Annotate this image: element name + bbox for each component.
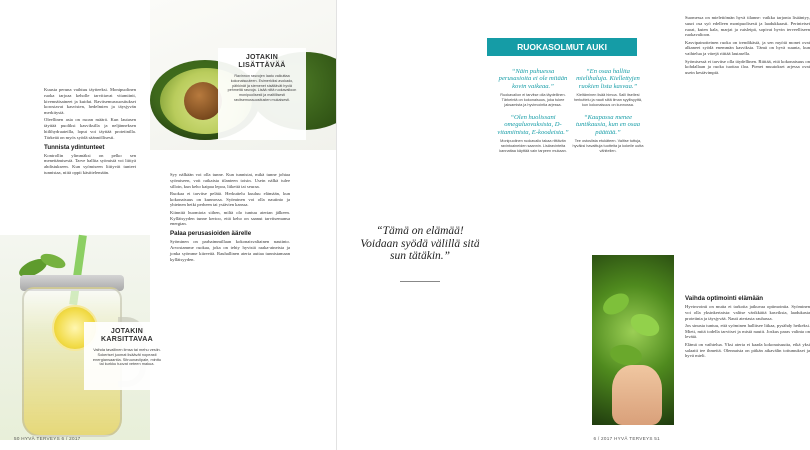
paragraph: Kasvipainotteinen ruoka on trendikästä, ja sen myötä monet ovat alkaneet syödä enemmän kasviksia. Tämä on hyvä suunta, kun vaihtelua ja värejä riittää lautasella. bbox=[685, 39, 810, 57]
jar-box-text: Vaihda tavallinen limsa tai mehu vesiin. Sokeriset juomat lisäävät nopeasti energiansaantia. Sitruunaviipale, minttu tai kurkku tuovat veteen makua. bbox=[92, 347, 162, 367]
herb-hand-photo bbox=[592, 255, 674, 425]
paragraph: Syöminen on parhaimmillaan kokonaisvaltainen nautinto. Arvostamme ruokaa, joka on tehty hyvistä raaka-aineista ja jonka syömme kiireettä. Rauhallinen ateria auttaa tunnistamaan kylläisyyden. bbox=[170, 239, 290, 262]
jar-box-title-1: JOTAKIN bbox=[110, 328, 144, 335]
folio-left: 50 HYVÄ TERVEYS 6 / 2017 bbox=[14, 436, 81, 441]
right-column-2 bbox=[685, 292, 810, 361]
sidebar-text: Kieltäminen lisää himoa. Salli itsellesi herkuttelu ja nauti siitä ilman syyllisyyttä, kun kokonaisuus on kunnossa. bbox=[573, 93, 643, 108]
sidebar-column-b bbox=[572, 68, 644, 160]
paragraph: Suomessa on mielettömän hyvä tilanne: vaikka tarjonta lisääntyy, suuri osa syö edelleen monipuolisesti ja laadukkaasti. Perinteiset ruoat, kuten kala, marjat ja ruisleipä, sopivat hyvin terveelliseen ruokavalioon. bbox=[685, 15, 810, 38]
sidebar-text: Ruokavalion ei tarvitse olla täydellinen. Tärkeintä on kokonaisuus, joka tukee jaksamista ja hyvinvointia arjessa. bbox=[500, 93, 566, 108]
paragraph: Kiinnitä huomiota siihen, miltä olo tuntuu aterian jälkeen. Kylläisyyden tunne kertoo, että keho on saanut tarvitsemansa energian. bbox=[170, 209, 290, 227]
paragraph: Jos sinusta tuntuu, että syöminen hallitsee liikaa, pysähdy hetkeksi. Mieti, mitä todella tarvitset ja mistä nautit. Joskus paras valinta on levätä. bbox=[685, 322, 810, 340]
herb-leaf-shape bbox=[599, 289, 632, 319]
left-page bbox=[0, 0, 337, 450]
lead-paragraph: Kuusta peruna vaihtuu täytteeksi. Monipuolinen ruoka tarjoaa keholle tarvittavat vitamiinit, kivennäisaineet ja kuidut. Ravitsemussuositukset korostavat kasvisten, hedelmien ja täysjyvän merkitystä. bbox=[44, 87, 136, 116]
avocado-box-title-1: JOTAKIN bbox=[245, 54, 279, 61]
paragraph: Syy nälkään voi olla tunne. Kun tunnistat, mikä tunne johtaa syömiseen, voit ratkaista tilanteen toisin. Usein nälkä tulee silloin, kun keho kaipaa lepoa, liikettä tai seuraa. bbox=[170, 172, 290, 189]
sidebar-text: Tee ostoslista etukäteen. Valitse tuttuja, hyväksi havaittuja tuotteita ja kokeile uutta vähitellen. bbox=[572, 139, 644, 153]
herb-leaf-shape bbox=[627, 310, 663, 341]
hand-shape bbox=[612, 365, 662, 425]
folio-right: 6 / 2017 HYVÄ TERVEYS 51 bbox=[593, 436, 660, 441]
avocado-pit-shape bbox=[184, 82, 222, 120]
avocado-box-text: Ravinnon rasvojen laatu vaikuttaa kokonaisuuteen. Esimerkiksi avokado, pähkinät ja siemenet sisältävät hyviä pehmeitä rasvoja. Lisää niitä ruokavalioon monipuolisesti ja maltillisesti ravitsemussuositusten mukaisesti. bbox=[227, 74, 297, 102]
jar-info-box bbox=[84, 322, 170, 390]
left-column-2 bbox=[170, 172, 290, 264]
paragraph: Oleellinen asia on ruoan määrä. Kun lautasen täyttää puoliksi kasviksilla ja neljänneksen hiilihydraateilla, loput voi täyttää proteiinilla. Tärkeää on myös syödä säännöllisesti. bbox=[44, 117, 136, 140]
pull-quote-rule bbox=[400, 281, 440, 282]
paragraph: Kontrollin ylimmäksi on pelko sen menettämisestä. Tarve hallita syömistä voi liittyä ahdistukseen. Kun syömiseen liittyvät tunteet tunnistaa, niitä oppii käsittelemään. bbox=[44, 152, 136, 176]
paragraph: Hyvinvointi on mutta ei tarkoita jatkuvaa optimointia. Syöminen voi olla yksinkertaista: valitse värikkäitä kasviksia, laadukasta proteiinia ja täysjyvää. Nauti ateriasta rauhassa. bbox=[685, 304, 810, 321]
paragraph: Syömisessä ei tarvitse olla täydellinen. Riittää, että kokonaisuus on kohdallaan ja ruoka tuottaa iloa. Pienet muutokset arjessa ovat usein kestävimpiä. bbox=[685, 58, 810, 76]
sidebar-quote: “Näin puhuessa perusasioita ei ole mitään kovin vaikeaa.” bbox=[498, 68, 568, 90]
subheading-vaihda: Vaihda optimointi elämään bbox=[685, 295, 764, 302]
left-column-1 bbox=[44, 87, 136, 177]
pull-quote: “Tämä on elämää! Voidaan syödä välillä sitä sun tätäkin.” bbox=[360, 225, 480, 262]
sidebar-quote: “Olen huolissani omegaluovuksista, D-vitamiinista, E-koodeista.” bbox=[497, 113, 569, 136]
subheading-palaa: Palaa perusasioiden äärelle bbox=[170, 230, 252, 238]
jar-box-title-2: KARSITTAVAA bbox=[101, 336, 153, 343]
sidebar-heading: RUOKASOLMUT AUKI bbox=[487, 38, 637, 56]
sidebar-column-a bbox=[497, 68, 569, 160]
avocado-info-box bbox=[218, 48, 306, 140]
paragraph: Elämä on vaihtelua. Yksi ateria ei kaada kokonaisuutta, eikä yksi salaatti tee ihmeitä. Olennaista on pitkän aikavälin tottumukset ja hyvä mieli. bbox=[685, 341, 810, 359]
sidebar-quote: “En osaa hallita mielihaluja. Kiellettyjen ruokien lista kasvaa.” bbox=[576, 68, 640, 90]
sidebar-quote: “Kaupassa menee tuntikausia, kun en osaa päättää.” bbox=[575, 113, 641, 136]
paragraph: Ruokaa ei tarvitse pelätä. Herkuttelu kuuluu elämään, kun kokonaisuus on kunnossa. Syöminen voi olla nautinto ja yhteinen hetki perheen tai ystävien kanssa. bbox=[170, 190, 290, 208]
avocado-box-title-2: LISÄTTÄVÄÄ bbox=[238, 62, 286, 69]
right-column-1 bbox=[685, 15, 810, 77]
sidebar-text: Monipuolinen ruokavalio takaa riittävän ravintoaineiden saannin. Lisäravinteita kannattaa käyttää vain tarpeen mukaan. bbox=[499, 139, 567, 153]
herb-leaf-shape bbox=[609, 342, 644, 367]
subheading-tunnista: Tunnista ydintunteet bbox=[44, 143, 105, 151]
